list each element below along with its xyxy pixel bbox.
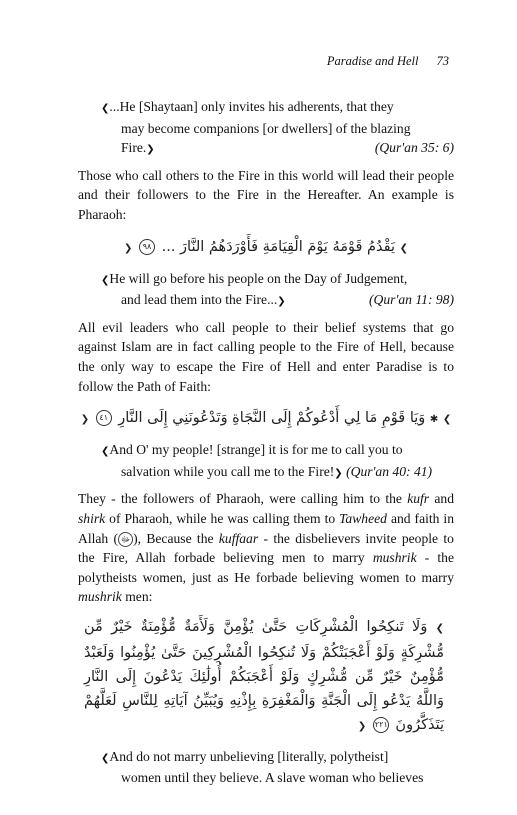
- citation: (Qur'an 35: 6): [374, 140, 454, 156]
- quote-line: ...He [Shaytaan] only invites his adherents, that they: [109, 99, 394, 114]
- arabic-text: يَقْدُمُ قَوْمَهُ يَوْمَ الْقِيَامَةِ فَأَوْرَدَهُمُ النَّارَ ...: [161, 238, 395, 255]
- quote-open-bracket: ❮: [101, 103, 110, 114]
- arabic-verse-3: [84, 615, 444, 739]
- paragraph-1: Those who call others to the Fire in this world will lead their people and their followers to the Fire in the Hereafter. An example is Pharaoh:: [78, 167, 454, 222]
- quote-open-bracket: ❮: [101, 752, 110, 764]
- verse-open-bracket: ❯: [442, 414, 452, 426]
- arabic-verse-1: [78, 235, 454, 261]
- quote-line: women until they believe. A slave woman who believes: [121, 770, 424, 786]
- page-body: [78, 97, 454, 788]
- citation: (Qur'an 11: 98): [369, 292, 454, 308]
- verse-close-bracket: ❮: [124, 242, 133, 254]
- paragraph-2: All evil leaders who call people to their belief systems that go against Islam are in fact calling people to the Fire of Hell, because the only way to escape the Fire of Hell and enter Paradise is to follow the Path of Faith:: [78, 319, 454, 394]
- quote-line: and lead them into the Fire...: [121, 292, 278, 308]
- quote-block-3: [101, 440, 454, 483]
- quote-line: Fire.: [121, 140, 147, 156]
- quote-line: And do not marry unbelieving [literally, polytheist]: [109, 748, 389, 764]
- verse-open-bracket: ❯: [435, 622, 445, 634]
- glorified-be-he-icon: ﷻ: [118, 532, 133, 547]
- quote-line: may become companions [or dwellers] of the blazing: [121, 120, 411, 136]
- quote-close-bracket: ❯: [334, 467, 343, 479]
- arabic-verse-2: [78, 406, 454, 432]
- verse-close-bracket: ❮: [80, 414, 90, 426]
- citation: (Qur'an 40: 41): [346, 463, 433, 479]
- quote-block-4: [101, 747, 454, 788]
- ayah-number-icon: ٤١: [96, 410, 112, 426]
- ayah-number-icon: ٩٨: [139, 239, 155, 255]
- quote-close-bracket: ❯: [277, 296, 286, 308]
- running-header: [327, 54, 449, 69]
- quote-block-2: [101, 269, 454, 312]
- quote-line: And O' my people! [strange] it is for me to call you to: [109, 442, 403, 458]
- quote-close-bracket: ❯: [146, 144, 155, 156]
- ayah-number-icon: ٢٢١: [373, 717, 389, 733]
- quote-block-1: [101, 97, 454, 160]
- header-title: Paradise and Hell: [326, 54, 419, 68]
- quote-open-bracket: ❮: [101, 274, 110, 286]
- arabic-text: وَيَا قَوْمِ مَا لِي أَدْعُوكُمْ إِلَى النَّجَاةِ وَتَدْعُونَنِي إِلَى النَّارِ: [118, 410, 426, 427]
- verse-open-bracket: ❯: [399, 242, 408, 254]
- arabic-text: وَلَا تَنكِحُوا الْمُشْرِكَاتِ حَتَّىٰ يُؤْمِنَّ وَلَأَمَةٌ مُّؤْمِنَةٌ خَيْرٌ مِّن مُّشْرِكَةٍ وَلَوْ أَعْجَبَتْكُمْ وَلَا تُنكِحُوا الْمُشْرِكِينَ حَتَّىٰ يُؤْمِنُوا وَلَعَبْدٌ مُّؤْمِنٌ خَيْرٌ مِّن مُّشْرِكٍ وَلَوْ أَعْجَبَكُمْ أُولَٰئِكَ يَدْعُونَ إِلَى النَّارِ وَاللَّهُ يَدْعُو إِلَى الْجَنَّةِ وَالْمَغْفِرَةِ بِإِذْنِهِ وَيُبَيِّنُ آيَاتِهِ لِلنَّاسِ لَعَلَّهُمْ يَتَذَكَّرُونَ: [84, 618, 444, 733]
- verse-close-bracket: ❮: [357, 720, 367, 732]
- quote-line: salvation while you call me to the Fire!: [121, 463, 335, 479]
- quote-line: He will go before his people on the Day of Judgement,: [109, 270, 408, 286]
- paragraph-3: They - the followers of Pharaoh, were calling him to the kufr and shirk of Pharaoh, while he was calling them to Tawheed and faith in Allah ( ﷻ ), Because the kuffaar - the disbelievers invite people to the Fire, Allah forbade believing men to marry mushrik - the polytheists women, just as He forbade believing women to marry mushrik men:: [78, 491, 454, 605]
- page-number: 73: [436, 54, 449, 68]
- quote-open-bracket: ❮: [101, 446, 110, 458]
- star-icon: ✱: [429, 414, 439, 426]
